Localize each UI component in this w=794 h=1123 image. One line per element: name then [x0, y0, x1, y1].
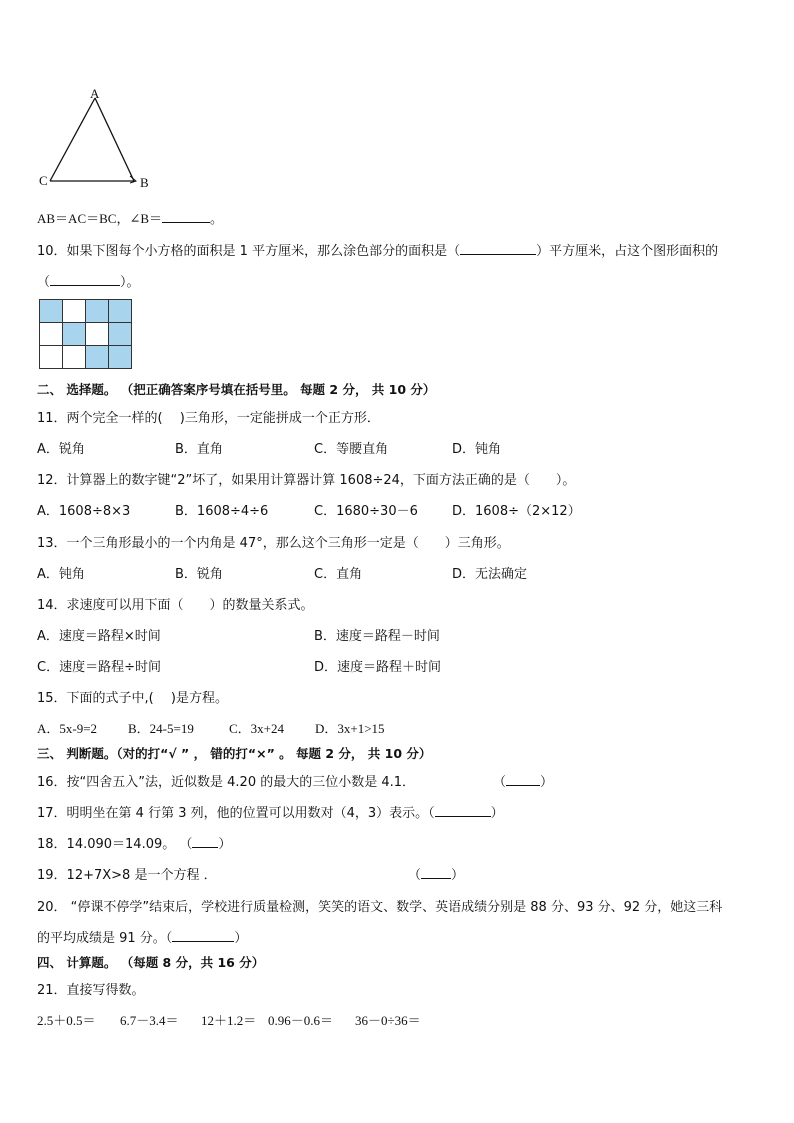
triangle-side-ab [95, 98, 134, 181]
q11-option-d[interactable]: D．钝角 [452, 442, 502, 457]
q9-end: 。 [210, 211, 224, 226]
q15-option-d[interactable]: D．3x+1>15 [315, 721, 385, 736]
q16-answer-blank[interactable] [506, 773, 540, 786]
q10-line1 [37, 240, 718, 259]
q20-paren-right: ） [234, 931, 248, 946]
q17-paren-right: ） [490, 806, 504, 821]
q20-answer-blank[interactable] [172, 929, 234, 942]
q9-answer-blank[interactable] [162, 210, 210, 223]
q14-option-a[interactable]: A．速度＝路程×时间 [37, 629, 161, 644]
q21-item-2: 6.7－3.4＝ [120, 1013, 179, 1028]
grid-cell-shaded [63, 323, 86, 346]
q19-paren-left: （ [408, 868, 422, 883]
section3-heading: 三、 判断题。（对的打“√ ” ， 错的打“×” 。 每题 2 分， 共 10 分） [37, 746, 432, 761]
q10-answer-blank-2[interactable] [50, 273, 120, 286]
grid-cell [63, 346, 86, 369]
q19-answer [408, 864, 464, 883]
q12-stem: 12．计算器上的数字键“2”坏了，如果用计算器计算 1608÷24，下面方法正确的是（ ）。 [37, 473, 576, 488]
q14-option-c[interactable]: C．速度＝路程÷时间 [37, 660, 161, 675]
vertex-label-c: C [39, 173, 48, 188]
section4-heading: 四、 计算题。 （每题 8 分，共 16 分） [37, 955, 265, 970]
q11-option-c[interactable]: C．等腰直角 [314, 442, 389, 457]
q16-paren-right: ） [540, 775, 554, 790]
q14-stem: 14．求速度可以用下面（ ）的数量关系式。 [37, 598, 314, 613]
q9-text [37, 208, 223, 227]
vertex-label-a: A [90, 86, 100, 101]
q21-stem: 21．直接写得数。 [37, 983, 145, 998]
q13-option-c[interactable]: C．直角 [314, 567, 363, 582]
triangle-side-ac [50, 98, 95, 181]
q10-part1: 10．如果下图每个小方格的面积是 1 平方厘米，那么涂色部分的面积是（ [37, 244, 461, 259]
q11-option-a[interactable]: A．锐角 [37, 442, 85, 457]
q10-line2 [37, 271, 140, 290]
q13-option-a[interactable]: A．钝角 [37, 567, 85, 582]
q18-paren-right: ） [218, 837, 232, 852]
q21-item-4: 0.96－0.6＝ [268, 1013, 334, 1028]
q10-part3: （ [37, 275, 51, 290]
vertex-label-b: B [140, 175, 149, 190]
q11-option-b[interactable]: B．直角 [175, 442, 223, 457]
q19-stem: 19．12+7X>8 是一个方程 ． [37, 868, 217, 883]
q12-option-c[interactable]: C．1680÷30－6 [314, 504, 418, 519]
grid-row [40, 346, 132, 369]
grid-row [40, 323, 132, 346]
q10-part4: ）。 [120, 275, 140, 290]
grid-cell-shaded [40, 300, 63, 323]
q13-option-d[interactable]: D．无法确定 [452, 567, 528, 582]
q10-grid-figure [39, 299, 132, 369]
grid-cell [40, 346, 63, 369]
grid-row [40, 300, 132, 323]
q18-stem: 18．14.090＝14.09。 （ [37, 837, 193, 852]
q20-line2-text: 的平均成绩是 91 分。（ [37, 931, 173, 946]
q10-answer-blank-1[interactable] [460, 242, 536, 255]
section2-heading: 二、 选择题。 （把正确答案序号填在括号里。 每题 2 分， 共 10 分） [37, 382, 436, 397]
q14-option-b[interactable]: B．速度＝路程－时间 [314, 629, 440, 644]
q12-option-a[interactable]: A．1608÷8×3 [37, 504, 131, 519]
q13-stem: 13．一个三角形最小的一个内角是 47°，那么这个三角形一定是（ ）三角形。 [37, 536, 510, 551]
q17-answer-blank[interactable] [435, 804, 491, 817]
q17-line [37, 802, 504, 821]
q19-answer-blank[interactable] [421, 866, 451, 879]
grid-cell-shaded [109, 346, 132, 369]
grid-cell [40, 323, 63, 346]
q20-line2 [37, 927, 247, 946]
grid-cell-shaded [86, 300, 109, 323]
q15-option-a[interactable]: A．5x-9=2 [37, 721, 98, 736]
grid-cell [63, 300, 86, 323]
q15-option-c[interactable]: C．3x+24 [229, 721, 285, 736]
q10-part2: ）平方厘米，占这个图形面积的 [536, 244, 719, 259]
q15-stem: 15．下面的式子中,( )是方程。 [37, 691, 228, 706]
grid-cell-shaded [109, 323, 132, 346]
q15-option-b[interactable]: B．24-5=19 [128, 721, 194, 736]
q16-stem: 16．按“四舍五入”法，近似数是 4.20 的最大的三位小数是 4.1． [37, 775, 416, 790]
q19-paren-right: ） [451, 868, 465, 883]
q21-item-1: 2.5＋0.5＝ [37, 1013, 96, 1028]
q14-option-d[interactable]: D．速度＝路程＋时间 [314, 660, 442, 675]
grid-cell-shaded [86, 346, 109, 369]
q13-option-b[interactable]: B．锐角 [175, 567, 223, 582]
grid-cell [86, 323, 109, 346]
q16-answer [493, 771, 553, 790]
q16-paren-left: （ [493, 775, 507, 790]
q21-item-3: 12＋1.2＝ [201, 1013, 257, 1028]
q18-line [37, 833, 231, 852]
q12-option-b[interactable]: B．1608÷4÷6 [175, 504, 269, 519]
q17-stem: 17．明明坐在第 4 行第 3 列，他的位置可以用数对（4，3）表示。（ [37, 806, 435, 821]
q20-line1: 20． “停课不停学”结束后，学校进行质量检测，笑笑的语文、数学、英语成绩分别是 88 分、93 分、92 分，她这三科 [37, 900, 723, 915]
grid-cell-shaded [109, 300, 132, 323]
q11-stem: 11．两个完全一样的( )三角形，一定能拼成一个正方形． [37, 411, 380, 426]
q12-option-d[interactable]: D．1608÷（2×12） [452, 504, 581, 519]
q21-item-5: 36－0÷36＝ [355, 1013, 421, 1028]
q18-answer-blank[interactable] [192, 835, 218, 848]
q9-stem: AB＝AC＝BC，∠B＝ [37, 211, 163, 226]
